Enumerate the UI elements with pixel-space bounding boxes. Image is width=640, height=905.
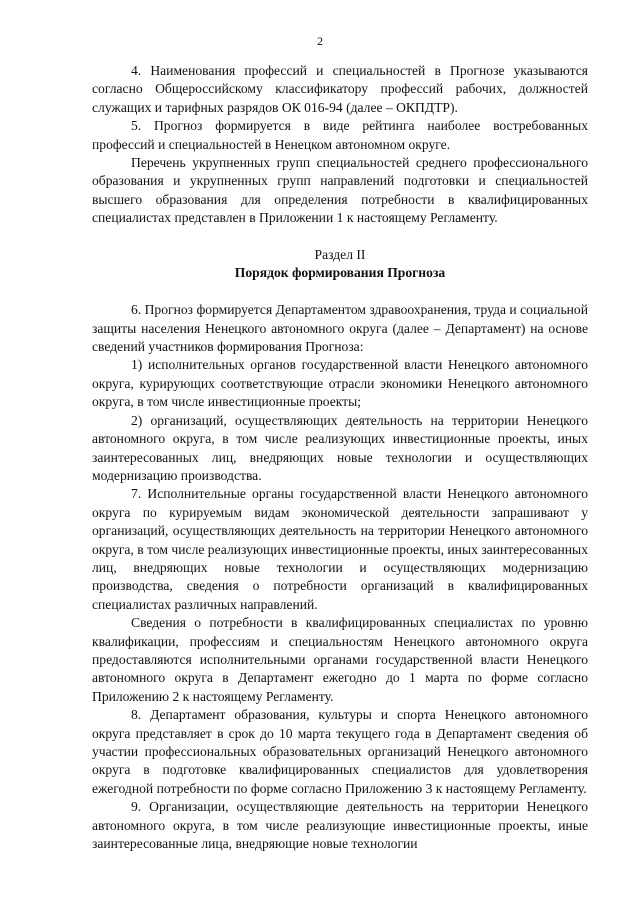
section-title: Порядок формирования Прогноза [234, 265, 446, 281]
paragraph-item-5: 5. Прогноз формируется в виде рейтинга наиболее востребованных профессий и специальностей в Ненецком автономном округе. [92, 118, 588, 152]
paragraph-item-6: 6. Прогноз формируется Департаментом здравоохранения, труда и социальной защиты населения Ненецкого автономного округа (далее – Департамент) на основе сведений участников формирования Прогноза: [92, 302, 588, 355]
paragraph-demand-info: Сведения о потребности в квалифицированных специалистах по уровню квалификации, профессиям и специальностям Ненецкого автономного округа предоставляются исполнительными органами государственной власти Ненецкого автономного округа в Департамент ежегодно до 1 марта по форме согласно Приложению 2 к настоящему Регламенту. [92, 615, 588, 704]
paragraph-item-7: 7. Исполнительные органы государственной власти Ненецкого автономного округа по курируемым видам экономической деятельности запрашивают у организаций, осуществляющих деятельность на территории Ненецкого автономного округа, в том числе реализующих инвестиционные проекты, иных заинтересованных лиц, внедряющих новые технологии и осуществляющих модернизацию производства, сведения о потребности организаций в квалифицированных специалистах различных направлений. [92, 486, 588, 612]
paragraph-specialty-list: Перечень укрупненных групп специальностей среднего профессионального образования и укрупненных групп направлений подготовки и специальностей высшего образования для определения потребности в квалифицированных специалистах представлен в Приложении 1 к настоящему Регламенту. [92, 155, 588, 226]
paragraph-item-8: 8. Департамент образования, культуры и спорта Ненецкого автономного округа представляет в срок до 10 марта текущего года в Департамент сведения об участии профессиональных образовательных организаций Ненецкого автономного округа в подготовке квалифицированных специалистов для удовлетворения ежегодной потребности по форме согласно Приложению 3 к настоящему Регламенту. [92, 707, 588, 796]
section-spacer [92, 283, 588, 301]
paragraph-item-4: 4. Наименования профессий и специальностей в Прогнозе указываются согласно Общероссийскому классификатору профессий рабочих, должностей служащих и тарифных разрядов ОК 016-94 (далее – ОКПДТР). [92, 63, 588, 115]
page-number: 2 [317, 34, 323, 48]
document-body [92, 62, 588, 853]
paragraph-subitem-2: 2) организаций, осуществляющих деятельность на территории Ненецкого автономного округа, в том числе реализующих инвестиционные проекты, иных заинтересованных лиц, внедряющих новые технологии и осуществляющих модернизацию производства. [92, 412, 588, 483]
paragraph-item-9: 9. Организации, осуществляющие деятельность на территории Ненецкого автономного округа, в том числе реализующие инвестиционные проекты, иные заинтересованные лица, внедряющие новые технологии [92, 799, 588, 852]
paragraph-subitem-1: 1) исполнительных органов государственной власти Ненецкого автономного округа, курирующих соответствующие отрасли экономики Ненецкого автономного округа, в том числе инвестиционные проекты; [92, 357, 588, 410]
section-number: Раздел II [314, 247, 366, 263]
